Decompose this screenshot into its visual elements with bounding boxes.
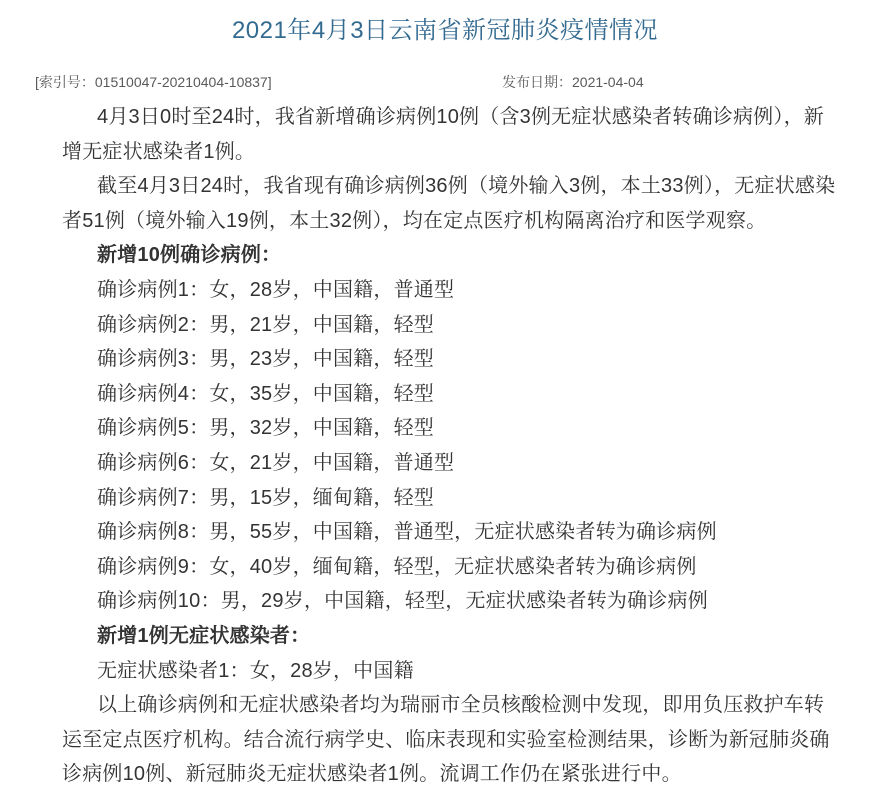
asymptomatic-cases-list xyxy=(62,654,836,689)
meta-row xyxy=(0,72,890,90)
publish-date: 发布日期：2021-04-04 xyxy=(502,74,644,90)
confirmed-case-line: 确诊病例5：男，32岁，中国籍，轻型 xyxy=(97,417,434,440)
confirmed-case-line: 确诊病例6：女，21岁，中国籍，普通型 xyxy=(97,451,455,474)
asymptomatic-heading: 新增1例无症状感染者： xyxy=(97,624,311,647)
intro-paragraph-1: 4月3日0时至24时，我省新增确诊病例10例（含3例无症状感染者转确诊病例），新增无症状感染者1例。 xyxy=(62,106,824,163)
index-number: [索引号：01510047-20210404-10837] xyxy=(35,74,272,90)
page-title: 2021年4月3日云南省新冠肺炎疫情情况 xyxy=(231,17,659,44)
confirmed-case-line: 确诊病例1：女，28岁，中国籍，普通型 xyxy=(97,278,455,301)
confirmed-case-line: 确诊病例3：男，23岁，中国籍，轻型 xyxy=(97,348,434,371)
confirmed-case-line: 确诊病例10：男，29岁，中国籍，轻型，无症状感染者转为确诊病例 xyxy=(97,590,708,613)
confirmed-cases-heading: 新增10例确诊病例： xyxy=(97,244,282,267)
confirmed-case-line: 确诊病例9：女，40岁，缅甸籍，轻型，无症状感染者转为确诊病例 xyxy=(97,555,697,578)
confirmed-case-line: 确诊病例2：男，21岁，中国籍，轻型 xyxy=(97,313,434,336)
article-body xyxy=(62,100,836,792)
confirmed-case-line: 确诊病例7：男，15岁，缅甸籍，轻型 xyxy=(97,486,434,509)
asymptomatic-case-line: 无症状感染者1：女，28岁，中国籍 xyxy=(97,659,414,682)
confirmed-case-line: 确诊病例4：女，35岁，中国籍，轻型 xyxy=(97,382,434,405)
confirmed-case-line: 确诊病例8：男，55岁，中国籍，普通型，无症状感染者转为确诊病例 xyxy=(97,521,717,544)
closing-paragraph: 以上确诊病例和无症状感染者均为瑞丽市全员核酸检测中发现，即用负压救护车转运至定点医疗机构。结合流行病学史、临床表现和实验室检测结果，诊断为新冠肺炎确诊病例10例、新冠肺炎无症状感染者1例。流调工作仍在紧张进行中。 xyxy=(62,694,830,786)
confirmed-cases-list xyxy=(62,273,836,619)
intro-paragraph-2: 截至4月3日24时，我省现有确诊病例36例（境外输入3例，本土33例），无症状感染者51例（境外输入19例，本土32例），均在定点医疗机构隔离治疗和医学观察。 xyxy=(62,175,836,232)
